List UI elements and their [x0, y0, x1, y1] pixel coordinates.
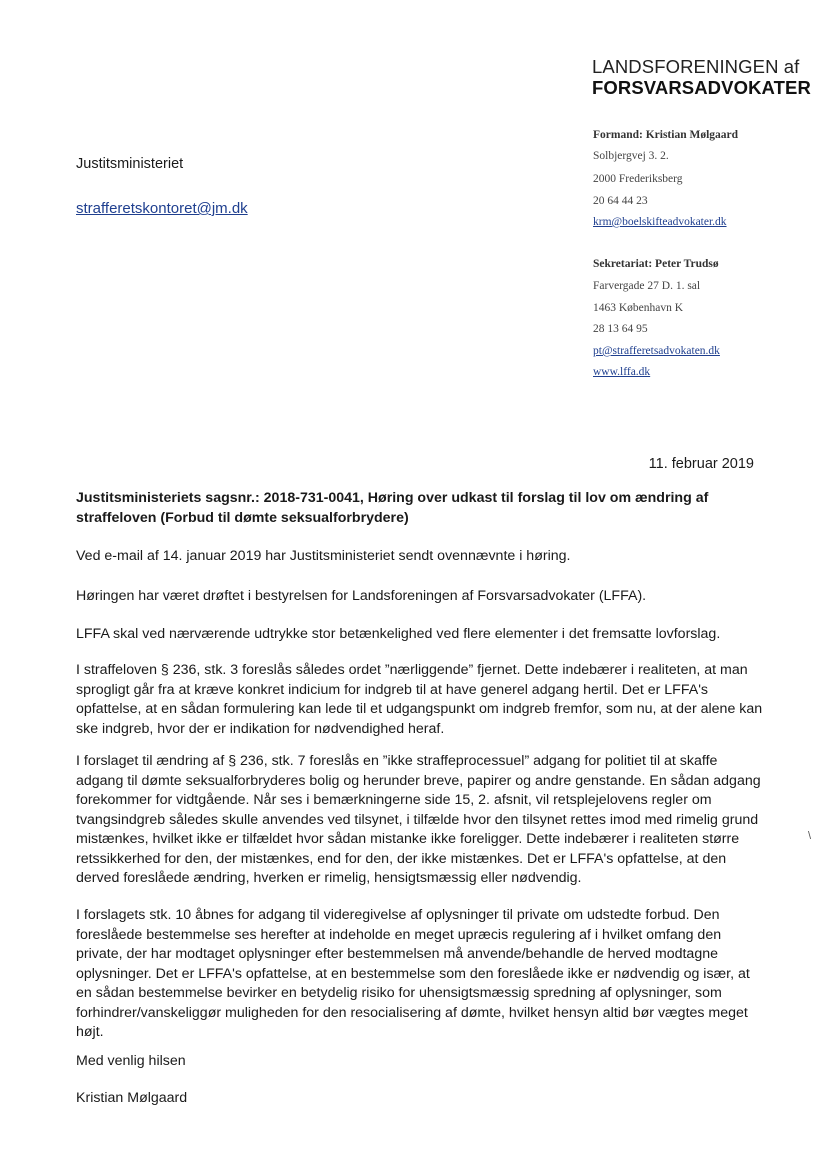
body-paragraph: I forslagets stk. 10 åbnes for adgang til videregivelse af oplysninger til private om udstedte forbud. Den foreslåede bestemmelse ses herefter at indeholde en meget upræcis regulering af i hvilket omfang den private, der har modtaget oplysninger efter bestemmelsen må anvende/behandle de herved modtagne oplysninger. Det er LFFA's opfattelse, at en bestemmelse som den foreslåede ikke er nødvendig og især, at en sådan bestemmelse bevirker en betydelig risiko for uhensigtsmæssig spredning af oplysninger, som forhindrer/vanskeliggør muligheden for den resocialisering af dømte, hvilket hensyn altid bør vægtes meget højt.	[76, 907, 750, 1040]
letter-date: 11. februar 2019	[648, 456, 754, 472]
body-paragraph: I forslaget til ændring af § 236, stk. 7 foreslås en ”ikke straffeprocessuel” adgang for politiet til at skaffe adgang til dømte seksualforbryderes bolig og herunder breve, papirer og andre genstande. En sådan adgang forekommer for vidtgående. Når ses i bemærkningerne side 15, 2. afsnit, vil retsplejelovens regler om tvangsindgreb således skulle anvendes ved tilsynet, i tilfælde hvor den tilsynet rettes imod med rimelig grund mistænkes, hvilket ikke er tilfældet hvor sådan mistanke ikke foreligger. Dette indebærer i realiteten større retssikkerhed for den, der mistænkes, end for den, der ikke mistænkes. Det er LFFA's opfattelse, at den derved foreslåede ændring, hverken er rimelig, hensigtsmæssig eller nødvendig.	[76, 753, 761, 886]
chairman-label: Formand: Kristian Mølgaard	[593, 129, 739, 141]
body-paragraph: LFFA skal ved nærværende udtrykke stor betænkelighed ved flere elementer i det fremsatte lovforslag.	[76, 626, 721, 642]
letterhead-logo	[592, 56, 812, 98]
website-link[interactable]: www.lffa.dk	[593, 366, 651, 378]
body-paragraph: Høringen har været drøftet i bestyrelsen for Landsforeningen af Forsvarsadvokater (LFFA).	[76, 588, 647, 604]
secretariat-email-link[interactable]: pt@strafferetsadvokaten.dk	[593, 345, 720, 357]
body-paragraph: Ved e-mail af 14. januar 2019 har Justitsministeriet sendt ovennævnte i høring.	[76, 548, 571, 564]
body-paragraph: I straffeloven § 236, stk. 3 foreslås således ordet ”nærliggende” fjernet. Dette indebærer i realiteten, at man sprogligt går fra at kræve konkret indicium for indgreb til at have generel adgang hertil. Det er LFFA's opfattelse, at en sådan formulering kan lede til et udgangspunkt om indgreb fremfor, som nu, at der alene kan ske indgreb, hvor der er indikation for nødvendighed heraf.	[76, 662, 763, 737]
signature-name: Kristian Mølgaard	[76, 1090, 188, 1106]
chairman-street: Solbjergvej 3. 2.	[593, 150, 669, 162]
chairman-city: 2000 Frederiksberg	[593, 173, 683, 185]
letter-subject: Justitsministeriets sagsnr.: 2018-731-0041, Høring over udkast til forslag til lov om ændring af straffeloven (Forbud til dømte seksualforbrydere)	[76, 490, 709, 526]
secretariat-street: Farvergade 27 D. 1. sal	[593, 280, 701, 292]
letterhead-line-1: LANDSFORENINGEN af	[592, 56, 800, 77]
letterhead-line-2: FORSVARSADVOKATER	[592, 77, 811, 98]
recipient-email-link[interactable]: strafferetskontoret@jm.dk	[76, 200, 248, 217]
recipient-name: Justitsministeriet	[76, 156, 184, 172]
closing-greeting: Med venlig hilsen	[76, 1053, 186, 1069]
chairman-email-link[interactable]: krm@boelskifteadvokater.dk	[593, 216, 727, 228]
secretariat-city: 1463 København K	[593, 302, 684, 314]
chairman-phone: 20 64 44 23	[593, 195, 648, 207]
secretariat-label: Sekretariat: Peter Trudsø	[593, 258, 719, 270]
secretariat-phone: 28 13 64 95	[593, 323, 648, 335]
margin-scan-mark: \	[808, 830, 812, 842]
